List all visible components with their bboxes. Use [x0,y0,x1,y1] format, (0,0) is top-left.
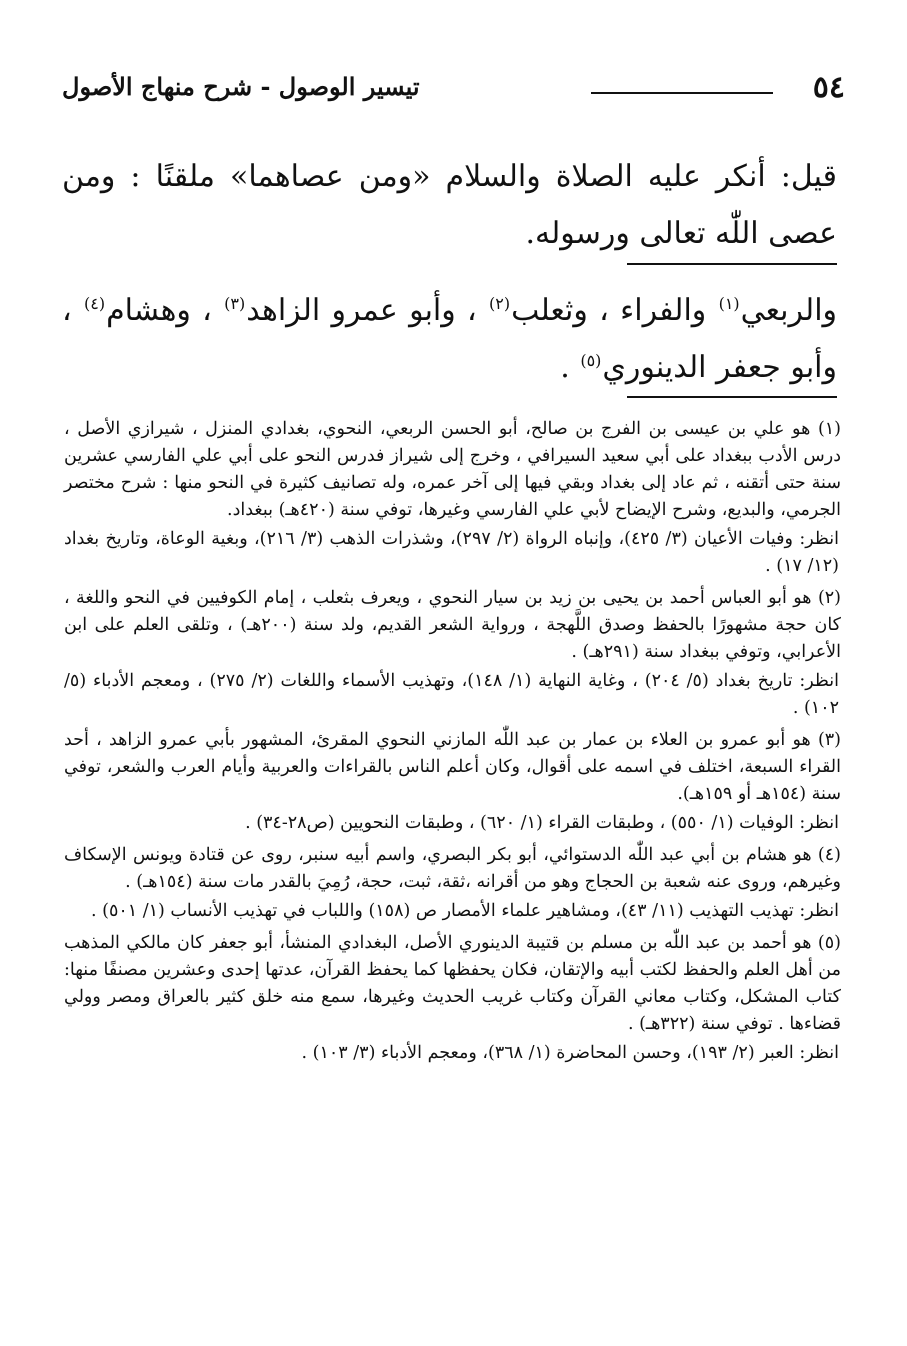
footnote-number: (١) [817,419,841,439]
footnote-body [64,842,841,896]
footnote-sources: انظر: تاريخ بغداد (٥/ ٢٠٤) ، وغاية النهاية (١/ ١٤٨)، وتهذيب الأسماء واللغات (٢/ ٢٧٥) ، ومعجم الأدباء (٥/ ١٠٢) . [64,671,840,718]
footnote-marker-2[interactable]: (٢) [489,294,511,313]
footnote-3 [64,727,841,837]
footnote-text: هو علي بن عيسى بن الفرج بن صالح، أبو الحسن الربعي، النحوي، بغدادي المنزل ، شيرازي الأصل ، درس الأدب ببغداد على أبي سعيد السيرافي ، وخرج إلى شيراز فدرس النحو على أبي علي الفارسي عشرين سنة حتى أتقنه ، ثم عاد إلى بغداد وبقي فيها إلى آخر عمره، وله تصانيف كثيرة في النحو منها : شرح مختصر الجرمي، والبديع، وشرح الإيضاح لأبي علي الفارسي وغيرها، توفي سنة (٤٢٠هـ) ببغداد. [64,419,841,520]
footnote-sources: انظر: تهذيب التهذيب (١١/ ٤٣)، ومشاهير علماء الأمصار ص (١٥٨) واللباب في تهذيب الأنساب (١/ ٥٠١) . [90,901,839,921]
header-rule [591,92,773,94]
page-header [62,68,845,108]
footnote-number: (٤) [817,845,841,865]
footnote-text: هو أحمد بن عبد اللّٰه بن مسلم بن قتيبة الدينوري الأصل، البغدادي المنشأ، أبو جعفر كان مالكي المذهب من أهل العلم والحفظ لكتب أبيه والإتقان، فكان يحفظها كما يحفظ القرآن، عدتها إحدى وعشرين مصنفًا منها: كتاب المشكل، وكتاب معاني القرآن وكتاب غريب الحديث وغيرها، سمع منه خلق كثير بالعراق ومصر وولي قضاءها . توفي سنة (٣٢٢هـ) . [64,933,841,1034]
footnote-body [64,727,841,808]
footnote-marker-1[interactable]: (١) [718,294,740,313]
text-segment: ، وأبو جعفر الدينوري [62,293,837,385]
footnote-body [64,416,841,524]
footnote-sources: انظر: وفيات الأعيان (٣/ ٤٢٥)، وإنباه الرواة (٢/ ٢٩٧)، وشذرات الذهب (٣/ ٢١٦)، وبغية الوعاة، وتاريخ بغداد (١٢/ ١٧) . [64,529,839,576]
page-number: ٥٤ [812,70,845,105]
footnote-2 [64,585,841,722]
footnote-marker-5[interactable]: (٥) [580,351,602,370]
running-title: تيسير الوصول - شرح منهاج الأصول [62,72,420,101]
footnote-5 [64,930,841,1067]
footnote-text: هو هشام بن أبي عبد اللّٰه الدستوائي، أبو بكر البصري، واسم أبيه سنبر، روى عن قتادة ويونس الإسكاف وغيرهم، وروى عنه شعبة بن الحجاج وهو من أقرانه ،ثقة، ثبت، حجة، رُمِيَ بالقدر مات سنة (١٥٤هـ) . [64,845,841,892]
text-segment: والفراء ، وثعلب [511,293,718,328]
footnote-1 [64,416,841,580]
footnote-sources: انظر: العبر (٢/ ١٩٣)، وحسن المحاضرة (١/ ٣٦٨)، ومعجم الأدباء (٣/ ١٠٣) . [301,1043,839,1063]
footnote-body [64,585,841,666]
footnote-marker-3[interactable]: (٣) [224,294,246,313]
footnote-number: (٥) [817,933,841,953]
main-paragraph-1: قيل: أنكر عليه الصلاة والسلام «ومن عصاهما» ملقنًا : ومن عصى اللّٰه تعالى ورسوله. [62,159,837,251]
text-segment: والربعي [740,293,838,328]
footnote-number: (٣) [817,730,841,750]
footnote-text: هو أبو عمرو بن العلاء بن عمار بن عبد اللّٰه المازني النحوي المقرئ، المشهور بأبي عمرو الزاهد ، أحد القراء السبعة، اختلف في اسمه على أقوال، وكان أعلم الناس بالقراءات والعربية وأيام العرب والشعر، توفي سنة (١٥٤هـ أو ١٥٩هـ). [64,730,841,804]
footnote-divider [627,396,837,398]
footnote-4 [64,842,841,925]
text-segment: ، وأبو عمرو الزاهد [246,293,489,328]
footnote-marker-4[interactable]: (٤) [84,294,106,313]
footnote-number: (٢) [817,588,841,608]
section-divider-1 [627,263,837,265]
footnote-sources: انظر: الوفيات (١/ ٥٥٠) ، وطبقات القراء (١/ ٦٢٠) ، وطبقات النحويين (ص٢٨-٣٤) . [245,813,839,833]
footnote-text: هو أبو العباس أحمد بن يحيى بن زيد بن سيار النحوي ، ويعرف بثعلب ، إمام الكوفيين في النحو واللغة ، كان حجة مشهورًا بالحفظ وصدق اللَّهجة ، ورواية الشعر القديم، ولد سنة (٢٠٠هـ) ، وتلقى العلم على ابن الأعرابي، وتوفي ببغداد سنة (٢٩١هـ) . [64,588,842,662]
footnote-body [64,930,841,1038]
footnotes [64,416,841,1072]
text-segment: ، وهشام [106,293,224,328]
text-segment: . [560,350,580,385]
main-paragraph-2 [62,282,837,396]
